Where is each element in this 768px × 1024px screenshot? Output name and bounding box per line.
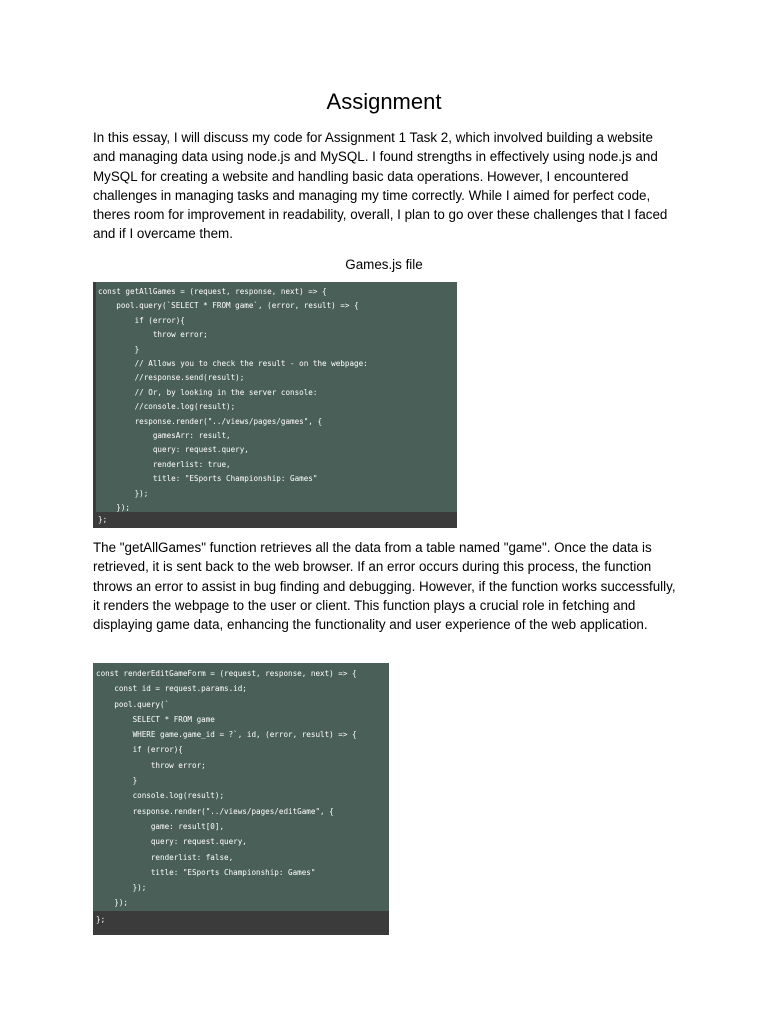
code-line: query: request.query, [98,445,249,455]
code-line: if (error){ [96,745,183,755]
code-block-render-edit-game-form [93,663,389,935]
code-block-get-all-games [93,282,457,528]
code-line: throw error; [98,330,208,340]
code-line: const getAllGames = (request, response, next) => { [98,287,327,296]
code-line: pool.query(`SELECT * FROM game`, (error, result) => { [98,301,359,311]
document-title: Assignment [326,89,442,114]
code-line: //console.log(result); [98,402,236,412]
code-line: throw error; [96,760,206,770]
code-line: gamesArr: result, [98,431,231,441]
code-line: game: result[0], [96,821,225,831]
code-line: }); [96,898,129,908]
code-line: renderlist: true, [98,459,231,469]
code-line: }); [98,488,149,498]
code-line: SELECT * FROM game [96,714,215,724]
code-line-last: }; [98,515,108,524]
code-gutter [93,282,96,528]
explanation-paragraph: The "getAllGames" function retrieves all the data from a table named "game". Once the data is retrieved, it is sent back to the web browser. If an error occurs during this process, the function throws an error to assist in bug finding and debugging. However, if the function works successfully, it renders the webpage to the user or client. This function plays a crucial role in fetching and displaying game data, enhancing the functionality and user experience of the web application. [93,540,676,633]
code-line: response.render("../views/pages/editGame", { [96,806,334,816]
code-footer-bar [93,512,457,528]
code-caption: Games.js file [345,257,423,272]
code-line-last: }; [96,915,106,924]
code-line: // Allows you to check the result - on the webpage: [98,359,368,369]
code-line: pool.query(` [96,699,170,709]
code-line: const renderEditGameForm = (request, response, next) => { [96,669,357,678]
code-line: console.log(result); [96,791,225,801]
code-line: // Or, by looking in the server console: [98,387,318,397]
code-line: title: "ESports Championship: Games" [96,867,316,877]
code-line: title: "ESports Championship: Games" [98,474,318,484]
code-line: } [98,344,140,354]
intro-paragraph: In this essay, I will discuss my code for Assignment 1 Task 2, which involved building a website and managing data using node.js and MySQL. I found strengths in effectively using node.js and MySQL for creating a website and handling basic data operations. However, I encountered challenges in managing tasks and managing my time correctly. While I aimed for perfect code, theres room for improvement in readability, overall, I plan to go over these challenges that I faced and if I overcame them. [93,130,668,242]
code-line: query: request.query, [96,837,247,847]
code-line: if (error){ [98,315,185,325]
code-line: }); [98,503,131,513]
code-line: WHERE game.game_id = ?`, id, (error, result) => { [96,730,357,740]
code-footer-bar [93,911,389,935]
code-line: }); [96,883,147,893]
code-line: response.render("../views/pages/games", { [98,416,323,426]
code-line: const id = request.params.id; [96,684,247,694]
code-line: //response.send(result); [98,373,245,383]
code-line: } [96,776,138,786]
code-line: renderlist: false, [96,852,234,862]
